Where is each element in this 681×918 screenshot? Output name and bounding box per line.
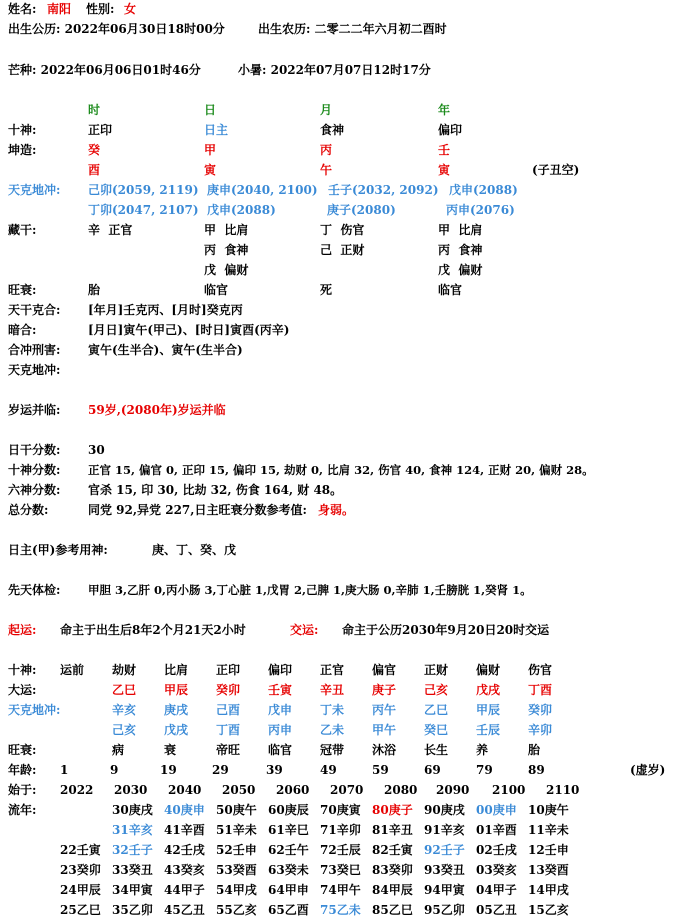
stem-day: 甲 — [204, 143, 217, 157]
tkdc-r2-2: 庚子(2080) — [327, 203, 396, 217]
dayun-shishen-cell: 劫财 — [112, 663, 137, 677]
dayun-pillar-cell: 戊戌 — [476, 683, 501, 697]
liunian-cell: 22壬寅 — [60, 843, 101, 857]
pillar-header-hour: 时 — [88, 103, 101, 117]
anhe-value: [月日]寅午(甲己)、[时日]寅酉(丙辛) — [88, 323, 290, 337]
liunian-cell: 00庚申 — [476, 803, 517, 817]
liunian-cell: 53癸酉 — [216, 863, 257, 877]
liushen-score-value: 官杀 15, 印 30, 比劫 32, 伤食 164, 财 48。 — [88, 483, 343, 497]
dayun-wangshuai-cell: 养 — [476, 743, 489, 757]
rigan-score-label: 日干分数: — [8, 443, 61, 457]
liunian-cell: 42壬戌 — [164, 843, 205, 857]
liunian-cell: 61辛巳 — [268, 823, 309, 837]
pillar-header-month: 月 — [320, 103, 333, 117]
liunian-cell: 14甲戌 — [528, 883, 569, 897]
liunian-cell: 90庚戌 — [424, 803, 465, 817]
dayun-start-year: 2110 — [546, 783, 580, 797]
dayun-age-label: 年龄: — [8, 763, 37, 777]
liunian-cell: 71辛卯 — [320, 823, 361, 837]
dayun-wangshuai-label: 旺衰: — [8, 743, 37, 757]
dayun-tkdc-cell: 辛亥 — [112, 703, 137, 717]
liunian-cell: 84甲辰 — [372, 883, 413, 897]
canggan-day-0: 甲 比肩 — [204, 223, 249, 237]
shishen-day: 日主 — [204, 123, 229, 137]
canggan-day-1: 丙 食神 — [204, 243, 249, 257]
dayun-pillar-cell: 辛丑 — [320, 683, 345, 697]
dayun-shishen-label: 十神: — [8, 663, 37, 677]
tkdc-r2-1: 戊申(2088) — [207, 203, 276, 217]
liunian-cell: 85乙巳 — [372, 903, 413, 917]
hechong-label: 合冲刑害: — [8, 343, 61, 357]
tkdc-r1-2: 壬子(2032, 2092) — [328, 183, 439, 197]
liunian-cell: 50庚午 — [216, 803, 257, 817]
gender-label: 性别: — [86, 2, 115, 16]
dayun-tkdc-cell: 乙未 — [320, 723, 345, 737]
dayun-tkdc-cell: 壬辰 — [476, 723, 501, 737]
canggan-month-1: 己 正财 — [320, 243, 365, 257]
kunzao-label: 坤造: — [8, 143, 37, 157]
dayun-pillar-cell: 壬寅 — [268, 683, 293, 697]
dayun-wangshuai-cell: 沐浴 — [372, 743, 397, 757]
liunian-cell: 34甲寅 — [112, 883, 153, 897]
liunian-cell: 82壬寅 — [372, 843, 413, 857]
solar-birth: 出生公历: 2022年06月30日18时00分 — [8, 22, 225, 36]
dayun-shishen-cell: 比肩 — [164, 663, 189, 677]
dayun-pillar-cell: 庚子 — [372, 683, 397, 697]
dayun-age-cell: 29 — [212, 763, 229, 777]
yongshen-value: 庚、丁、癸、戊 — [152, 543, 237, 557]
shishen-year: 偏印 — [438, 123, 463, 137]
canggan-month-0: 丁 伤官 — [320, 223, 365, 237]
dayun-start-year: 2030 — [114, 783, 148, 797]
name-label: 姓名: — [8, 2, 37, 16]
dayun-tkdc-cell: 甲午 — [372, 723, 397, 737]
liunian-cell: 55乙亥 — [216, 903, 257, 917]
liunian-cell: 64甲申 — [268, 883, 309, 897]
liunian-cell: 24甲辰 — [60, 883, 101, 897]
liunian-label: 流年: — [8, 803, 37, 817]
dayun-start-year: 2060 — [276, 783, 310, 797]
liunian-cell: 81辛丑 — [372, 823, 413, 837]
tizhi-label: 先天体检: — [8, 583, 61, 597]
canggan-year-1: 丙 食神 — [438, 243, 483, 257]
liunian-cell: 75乙未 — [320, 903, 361, 917]
dayun-age-cell: 59 — [372, 763, 389, 777]
dayun-shishen-cell: 伤官 — [528, 663, 553, 677]
liunian-cell: 95乙卯 — [424, 903, 465, 917]
dayun-tkdc-cell: 己亥 — [112, 723, 137, 737]
dayun-shishen-cell: 偏官 — [372, 663, 397, 677]
qiyun-label: 起运: — [8, 623, 37, 637]
wangshuai-hour: 胎 — [88, 283, 101, 297]
liunian-cell: 74甲午 — [320, 883, 361, 897]
liunian-cell: 03癸亥 — [476, 863, 517, 877]
pillar-header-day: 日 — [204, 103, 217, 117]
liunian-cell: 11辛未 — [528, 823, 569, 837]
total-score-result: 身弱。 — [318, 503, 355, 517]
tkdc-label: 天克地冲: — [8, 183, 61, 197]
xusui-note: (虚岁) — [630, 763, 666, 777]
liunian-cell: 44甲子 — [164, 883, 205, 897]
liunian-cell: 91辛亥 — [424, 823, 465, 837]
liunian-cell: 51辛未 — [216, 823, 257, 837]
tkdc-r1-0: 己卯(2059, 2119) — [88, 183, 199, 197]
liunian-cell: 01辛酉 — [476, 823, 517, 837]
liunian-cell: 72壬辰 — [320, 843, 361, 857]
dayun-wangshuai-cell: 帝旺 — [216, 743, 241, 757]
dayun-start-year: 2090 — [436, 783, 470, 797]
dayun-tkdc-cell: 己酉 — [216, 703, 241, 717]
dayun-pillar-cell: 癸卯 — [216, 683, 241, 697]
dayun-tkdc-cell: 乙巳 — [424, 703, 449, 717]
tiangan-value: [年月]壬克丙、[月时]癸克丙 — [88, 303, 243, 317]
dayun-age-cell: 1 — [60, 763, 69, 777]
liunian-cell: 30庚戌 — [112, 803, 153, 817]
liunian-cell: 54甲戌 — [216, 883, 257, 897]
branch-month: 午 — [320, 163, 333, 177]
dayun-wangshuai-cell: 胎 — [528, 743, 541, 757]
dayun-tkdc-cell: 癸巳 — [424, 723, 449, 737]
jiaoyun-label: 交运: — [290, 623, 319, 637]
liushen-score-label: 六神分数: — [8, 483, 61, 497]
dayun-age-cell: 19 — [160, 763, 177, 777]
relations-tkdc-label: 天克地冲: — [8, 363, 61, 377]
liunian-cell: 12壬申 — [528, 843, 569, 857]
dayun-tkdc-cell: 辛卯 — [528, 723, 553, 737]
dayun-age-cell: 89 — [528, 763, 545, 777]
qiyun-value: 命主于出生后8年2个月21天2小时 — [60, 623, 246, 637]
suiyun-label: 岁运并临: — [8, 403, 61, 417]
liunian-cell: 32壬子 — [112, 843, 153, 857]
suiyun-value: 59岁,(2080年)岁运并临 — [88, 403, 226, 417]
total-score-value: 同党 92,异党 227,日主旺衰分数参考值: — [88, 503, 307, 517]
liunian-cell: 02壬戌 — [476, 843, 517, 857]
dayun-tkdc-cell: 癸卯 — [528, 703, 553, 717]
liunian-cell: 80庚子 — [372, 803, 413, 817]
dayun-age-cell: 39 — [266, 763, 283, 777]
stem-month: 丙 — [320, 143, 333, 157]
liunian-cell: 13癸酉 — [528, 863, 569, 877]
dayun-tkdc-cell: 甲辰 — [476, 703, 501, 717]
dayun-start-label: 始于: — [8, 783, 37, 797]
canggan-year-2: 戊 偏财 — [438, 263, 483, 277]
liunian-cell: 31辛亥 — [112, 823, 153, 837]
dayun-start-year: 2050 — [222, 783, 256, 797]
dayun-tkdc-cell: 丁未 — [320, 703, 345, 717]
dayun-start-year: 2022 — [60, 783, 94, 797]
jieqi-xiaoshu: 小暑: 2022年07月07日12时17分 — [238, 63, 431, 77]
liunian-cell: 83癸卯 — [372, 863, 413, 877]
name-value: 南阳 — [47, 2, 72, 16]
canggan-hour-0: 辛 正官 — [88, 223, 133, 237]
wangshuai-year: 临官 — [438, 283, 463, 297]
liunian-cell: 25乙巳 — [60, 903, 101, 917]
yongshen-label: 日主(甲)参考用神: — [8, 543, 108, 557]
dayun-tkdc-cell: 丙申 — [268, 723, 293, 737]
liunian-cell: 65乙酉 — [268, 903, 309, 917]
liunian-cell: 40庚申 — [164, 803, 205, 817]
liunian-cell: 04甲子 — [476, 883, 517, 897]
liunian-cell: 23癸卯 — [60, 863, 101, 877]
liunian-cell: 94甲寅 — [424, 883, 465, 897]
dayun-shishen-cell: 运前 — [60, 663, 85, 677]
liunian-cell: 43癸亥 — [164, 863, 205, 877]
dayun-shishen-cell: 偏财 — [476, 663, 501, 677]
wangshuai-day: 临官 — [204, 283, 229, 297]
lunar-birth: 出生农历: 二零二二年六月初二酉时 — [258, 22, 447, 36]
liunian-cell: 35乙卯 — [112, 903, 153, 917]
dayun-shishen-cell: 正财 — [424, 663, 449, 677]
liunian-cell: 92壬子 — [424, 843, 465, 857]
liunian-cell: 15乙亥 — [528, 903, 569, 917]
pillar-header-year: 年 — [438, 103, 451, 117]
stem-year: 壬 — [438, 143, 451, 157]
dayun-start-year: 2080 — [384, 783, 418, 797]
liunian-cell: 45乙丑 — [164, 903, 205, 917]
liunian-cell: 60庚辰 — [268, 803, 309, 817]
liunian-cell: 73癸巳 — [320, 863, 361, 877]
jiaoyun-value: 命主于公历2030年9月20日20时交运 — [342, 623, 550, 637]
stem-hour: 癸 — [88, 143, 101, 157]
tkdc-r1-3: 戊申(2088) — [449, 183, 518, 197]
dayun-tkdc-cell: 戊申 — [268, 703, 293, 717]
dayun-age-cell: 49 — [320, 763, 337, 777]
shishen-score-value: 正官 15, 偏官 0, 正印 15, 偏印 15, 劫财 0, 比肩 32, 伤官 40, 食神 124, 正财 20, 偏财 28。 — [88, 463, 594, 477]
shishen-hour: 正印 — [88, 123, 113, 137]
liunian-cell: 63癸未 — [268, 863, 309, 877]
dayun-shishen-cell: 正印 — [216, 663, 241, 677]
dayun-tkdc-cell: 丁酉 — [216, 723, 241, 737]
dayun-pillar-cell: 己亥 — [424, 683, 449, 697]
dayun-pillar-cell: 乙巳 — [112, 683, 137, 697]
dayun-wangshuai-cell: 临官 — [268, 743, 293, 757]
dayun-pillar-cell: 丁酉 — [528, 683, 553, 697]
dayun-age-cell: 69 — [424, 763, 441, 777]
tkdc-r2-0: 丁卯(2047, 2107) — [88, 203, 199, 217]
dayun-wangshuai-cell: 病 — [112, 743, 125, 757]
shishen-month: 食神 — [320, 123, 345, 137]
tizhi-value: 甲胆 3,乙肝 0,丙小肠 3,丁心脏 1,戊胃 2,己脾 1,庚大肠 0,辛肺 1,壬膀胱 1,癸肾 1。 — [88, 583, 532, 597]
dayun-start-year: 2070 — [330, 783, 364, 797]
liunian-cell: 93癸丑 — [424, 863, 465, 877]
branch-hour: 酉 — [88, 163, 101, 177]
dayun-tkdc-label: 天克地冲: — [8, 703, 61, 717]
rigan-score-value: 30 — [88, 443, 105, 457]
liunian-cell: 05乙丑 — [476, 903, 517, 917]
tkdc-r1-1: 庚申(2040, 2100) — [207, 183, 318, 197]
liunian-cell: 52壬申 — [216, 843, 257, 857]
liunian-cell: 10庚午 — [528, 803, 569, 817]
dayun-age-cell: 9 — [110, 763, 119, 777]
dayun-start-year: 2040 — [168, 783, 202, 797]
dayun-tkdc-cell: 丙午 — [372, 703, 397, 717]
jieqi-mangzhong: 芒种: 2022年06月06日01时46分 — [8, 63, 201, 77]
tkdc-r2-3: 丙申(2076) — [446, 203, 515, 217]
liunian-cell: 70庚寅 — [320, 803, 361, 817]
wangshuai-month: 死 — [320, 283, 333, 297]
shishen-score-label: 十神分数: — [8, 463, 61, 477]
dayun-start-year: 2100 — [492, 783, 526, 797]
dayun-shishen-cell: 偏印 — [268, 663, 293, 677]
liunian-cell: 33癸丑 — [112, 863, 153, 877]
dayun-tkdc-cell: 戊戌 — [164, 723, 189, 737]
dayun-tkdc-cell: 庚戌 — [164, 703, 189, 717]
tiangan-label: 天干克合: — [8, 303, 61, 317]
canggan-label: 藏干: — [8, 223, 37, 237]
dayun-label: 大运: — [8, 683, 37, 697]
gender-value: 女 — [124, 2, 137, 16]
wangshuai-label: 旺衰: — [8, 283, 37, 297]
dayun-wangshuai-cell: 冠带 — [320, 743, 345, 757]
liunian-cell: 62壬午 — [268, 843, 309, 857]
dayun-wangshuai-cell: 衰 — [164, 743, 177, 757]
dayun-shishen-cell: 正官 — [320, 663, 345, 677]
shishen-label: 十神: — [8, 123, 37, 137]
dayun-pillar-cell: 甲辰 — [164, 683, 189, 697]
branch-year: 寅 — [438, 163, 451, 177]
canggan-year-0: 甲 比肩 — [438, 223, 483, 237]
dayun-age-cell: 79 — [476, 763, 493, 777]
liunian-cell: 41辛酉 — [164, 823, 205, 837]
total-score-label: 总分数: — [8, 503, 49, 517]
branch-day: 寅 — [204, 163, 217, 177]
canggan-day-2: 戊 偏财 — [204, 263, 249, 277]
anhe-label: 暗合: — [8, 323, 37, 337]
kongwang: (子丑空) — [532, 163, 580, 177]
hechong-value: 寅午(生半合)、寅午(生半合) — [88, 343, 243, 357]
dayun-wangshuai-cell: 长生 — [424, 743, 449, 757]
